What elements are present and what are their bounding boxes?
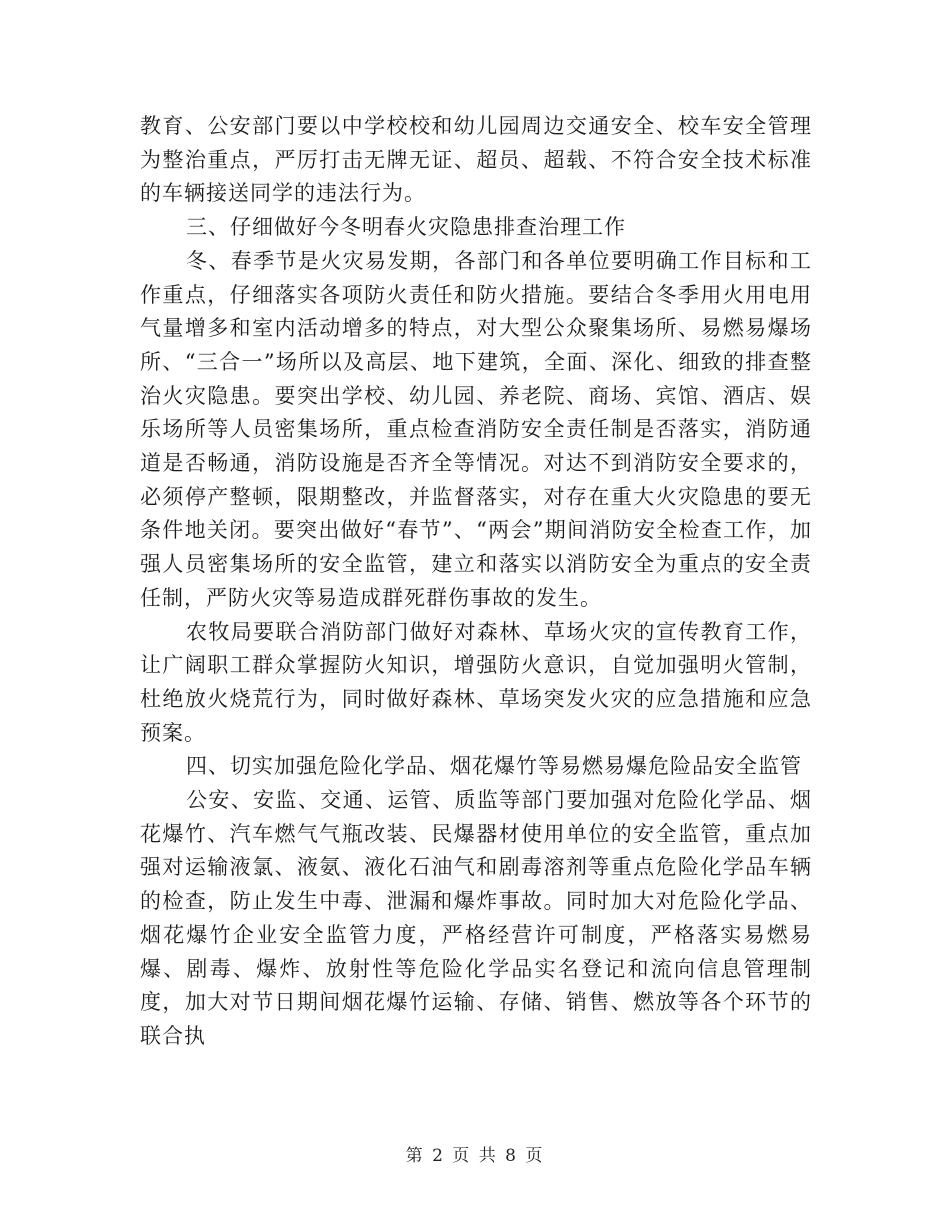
paragraph-continuation: 教育、公安部门要以中学校校和幼儿园周边交通安全、校车安全管理为整治重点，严厉打击无牌无证、超员、超载、不符合安全技术标准的车辆接送同学的违法行为。 [140,114,812,206]
page-number-footer: 第 2 页 共 8 页 [405,1146,545,1166]
paragraph-fire-hazard: 冬、春季节是火灾易发期，各部门和各单位要明确工作目标和工作重点，仔细落实各项防火责任和防火措施。要结合冬季用火用电用气量增多和室内活动增多的特点，对大型公众聚集场所、易燃易爆场所、“三合一”场所以及高层、地下建筑，全面、深化、细致的排查整治火灾隐患。要突出学校、幼儿园、养老院、商场、宾馆、酒店、娱乐场所等人员密集场所，重点检查消防安全责任制是否落实，消防通道是否畅通，消防设施是否齐全等情况。对达不到消防安全要求的，必须停产整顿，限期整改，并监督落实，对存在重大火灾隐患的要无条件地关闭。要突出做好“春节”、“两会”期间消防安全检查工作，加强人员密集场所的安全监管，建立和落实以消防安全为重点的安全责任制，严防火灾等易造成群死群伤事故的发生。 [140,248,812,610]
section-heading-3: 三、仔细做好今冬明春火灾隐患排查治理工作 [186,215,626,240]
paragraph-forest-fire: 农牧局要联合消防部门做好对森林、草场火灾的宣传教育工作，让广阔职工群众掌握防火知识，增强防火意识，自觉加强明火管制，杜绝放火烧荒行为，同时做好森林、草场突发火灾的应急措施和应急预案。 [140,619,812,745]
document-body [140,110,812,1054]
section-heading-4: 四、切实加强危险化学品、烟花爆竹等易燃易爆危险品安全监管 [186,754,802,779]
paragraph-hazardous-materials: 公安、安监、交通、运管、质监等部门要加强对危险化学品、烟花爆竹、汽车燃气气瓶改装、民爆器材使用单位的安全监管，重点加强对运输液氯、液氨、液化石油气和剧毒溶剂等重点危险化学品车辆的检查，防止发生中毒、泄漏和爆炸事故。同时加大对危险化学品、烟花爆竹企业安全监管力度，严格经营许可制度，严格落实易燃易爆、剧毒、爆炸、放射性等危险化学品实名登记和流向信息管理制度，加大对节日期间烟花爆竹运输、存储、销售、燃放等各个环节的联合执 [140,788,812,1048]
